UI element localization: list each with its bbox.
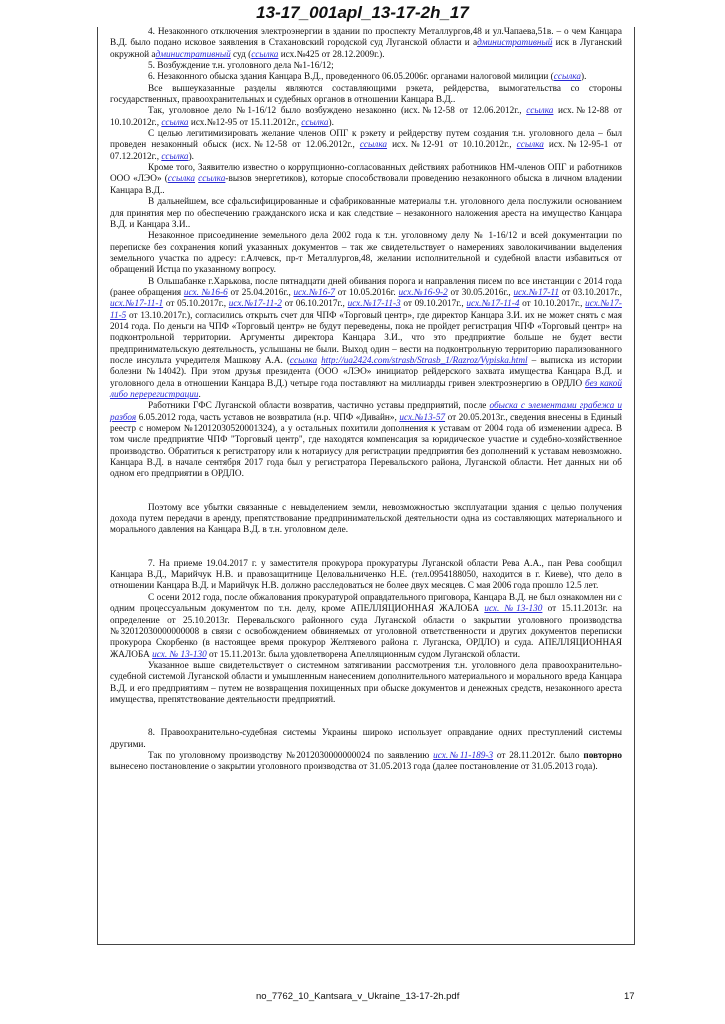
- emphasis-text: повторно: [583, 750, 622, 761]
- reference-link[interactable]: исх.№16-9-2: [398, 287, 448, 298]
- reference-link[interactable]: исх.№17-11-1: [110, 299, 164, 310]
- reference-link[interactable]: обыска с элементами грабежа и разбоя: [110, 401, 622, 423]
- reference-link[interactable]: ссылка: [526, 106, 554, 117]
- footer-filename: no_7762_10_Kantsara_v_Ukraine_13-17-2h.pdf: [256, 991, 460, 1002]
- reference-link[interactable]: ссылка: [198, 174, 226, 185]
- paragraph: Поэтому все убытки связанные с невыделением земли, невозможностью эксплуатации здания с целью получения дохода путем передачи в аренду, препятствование предпринимательской деятельности одна из составляющих материального и морального давления на Канцара В.Д. в т.н. уголовном деле.: [110, 502, 622, 536]
- paragraph: С целью легитимизировать желание членов ОПГ к рэкету и рейдерству путем создания т.н. уголовного дела – был проведен незаконный обыск (исх.№12-58 от 12.06.2012г., ссылка исх.№12-91 от 10.10.2012г., ссылка исх.№12-95-1 от 07.12.2012г., ссылка).: [110, 129, 623, 162]
- reference-link[interactable]: исх. №13-130: [484, 604, 543, 615]
- document-link[interactable]: дминистративный: [477, 38, 553, 49]
- reference-link[interactable]: ссылка: [161, 151, 189, 162]
- page-number: 17: [624, 991, 635, 1002]
- paragraph-item-7: 7. На приеме 19.04.2017 г. у заместителя прокурора прокуратуры Луганской области Рева А.А., пан Рева сообщил Канцара В.Д., Марийчук Н.В. и правозащитнице Целовальниченко Н.Е. (тел.0954188050, находится в г. Киеве), что дело в отношении Канцара В.Д. и Марийчук Н.В. должно расследоваться не более двух месяцев. С мая 2006 года прошло 12.5 лет.: [110, 558, 622, 592]
- reference-link[interactable]: ссылка: [167, 174, 196, 185]
- paragraph: С осени 2012 года, после обжалования прокуратурой оправдательного приговора, Канцара В.Д. не был ознакомлен ни с одним процессуальным документом по т.н. делу, кроме АПЕЛЛЯЦИОННАЯ ЖАЛОБА исх. №13-130 от 15.11.2013г. на определение от 25.10.2013г. Перевальского районного суда Луганской области о закрытии уголовного производства №32012030000000008 в связи с освобождением обвиняемых от уголовной ответственности и других документов переписки прокурора Скорбенко (в настоящее время прокурор Желтяевого района г. Луганска, ОРДЛО) и суда. АПЕЛЛЯЦИОННАЯ ЖАЛОБА исх. № 13-130 от 15.11.2013г. была удовлетворена Апелляционным судом Луганской области.: [110, 592, 622, 660]
- reference-link[interactable]: ссылка: [251, 49, 279, 60]
- reference-link[interactable]: ссылка: [289, 355, 318, 366]
- paragraph: Кроме того, Заявителю известно о коррупционно-согласованных действиях работников НМ-членов ОПГ и работников ООО «ЛЭО» (ссылка ссылка-вызов энергетиков), которые способствовали проведению незаконного обыска в личном владении Канцара В.Д..: [110, 163, 622, 196]
- reference-link[interactable]: ссылка: [553, 72, 581, 83]
- reference-link[interactable]: исх.№17-11-4: [466, 299, 520, 310]
- paragraph: В дальнейшем, все сфальсифицированные и сфабрикованные материалы т.н. уголовного дела послужили основанием для принятия мер по обеспечению гражданского иска и как следствие – незаконного наложения ареста на имущество Канцара В.Д. и Канцара З.И..: [110, 197, 622, 230]
- paragraph-item-5: 5. Возбуждение т.н. уголовного дела №1-16/12;: [148, 61, 334, 72]
- url-link[interactable]: http://ua2424.com/strasb/Strasb_1/Razroz/Vypiska.html: [321, 355, 528, 366]
- paragraph-item-4: 4. Незаконного отключения электроэнергии в здании по проспекту Металлургов,48 и ул.Чапаева,51в. – о чем Канцара В.Д. было подано исковое заявления в Стахановский городской суд Луганской области и административный иск в Луганский окружной административный суд (ссылка исх.№425 от 28.12.2009г.).: [110, 27, 623, 60]
- paragraph: В Ольшабанке г.Харькова, после пятнадцати дней обивания порога и направления писем по все инстанции с 2014 года (ранее обращения исх. №16-6 от 25.04.2016г., исх.№16-7 от 10.05.2016г. исх.№16-9-2 от 30.05.2016г., исх.№17-11 от 03.10.2017г., исх.№17-11-1 от 05.10.2017г., исх.№17-11-2 от 06.10.2017г., исх.№17-11-3 от 09.10.2017г., исх.№17-11-4 от 10.10.2017г., исх.№17-11-5 от 13.10.2017г.), согласились открыть счет для ЧПФ «Торговый центр», где директор Канцара З.И. их не может снять с мая 2014 года. По деньги на ЧПФ «Торговый центр» не будут переведены, пока не пройдет регистрация ЧПФ «Торговый центр» на подконтрольной территории. Аргументы директора Канцара З.И., что это предприятие больше не будет вести предпринимательскую деятельность, услышаны не были. Выход один – вести на подконтрольную территорию парализованного после инсульта учредителя Машкову А.А. (ссылка http://ua2424.com/strasb/Strasb_1/Razroz/Vypiska.html – выписка из истории болезни №14042). При этом друзья президента (ООО «ЛЭО» инициатор рейдерского захвата имущества Канцара В.Д. и уголовного дела в отношении Канцара В.Д.) четыре года поставляют на миллиарды гривен электроэнергию в ОРДЛО без какой либо перерегистрации.: [110, 276, 623, 400]
- reference-link[interactable]: исх.№16-7: [293, 287, 336, 298]
- paragraph: Указанное выше свидетельствует о системном затягивании рассмотрения т.н. уголовного дела правоохранительно-судебной системой Луганской области и умышленным нанесением дополнительного материального и морального вреда Канцара В.Д. и его предприятиям – путем не возвращения похищенных при обыске документов и денежных средств, незаконного ареста имущества, препятствование деятельности предприятий.: [110, 660, 622, 705]
- reference-link[interactable]: ссылка: [359, 140, 388, 151]
- reference-link[interactable]: исх.№17-11-3: [347, 299, 401, 310]
- document-page: [97, 27, 635, 945]
- document-link[interactable]: дминистративный: [155, 49, 231, 60]
- reference-link[interactable]: исх.№17-11: [513, 287, 559, 298]
- paragraph: Все вышеуказанные разделы являются составляющими рэкета, рейдерства, вымогательства со стороны государственных, правоохранительных и судебных органов в отношении Канцара В.Д..: [110, 83, 622, 106]
- reference-link[interactable]: без какой либо перерегистрации: [110, 378, 622, 400]
- reference-link[interactable]: исх. №16-6: [183, 287, 228, 298]
- paragraph-item-8: 8. Правоохранительно-судебная системы Украины широко использует оправдание одних преступлений системы другими.: [110, 728, 622, 750]
- reference-link[interactable]: ссылка: [161, 117, 189, 128]
- reference-link[interactable]: исх. № 13-130: [152, 649, 207, 660]
- paragraph-item-6: 6. Незаконного обыска здания Канцара В.Д., проведенного 06.05.2006г. органами налоговой милиции (ссылка).: [148, 72, 587, 83]
- reference-link[interactable]: исх.№17-11-2: [228, 299, 282, 310]
- paragraph: Так по уголовному производству №2012030000000024 по заявлению исх.№11-189-3 от 28.11.2012г. было повторно вынесено постановление о закрытии уголовного производства от 31.05.2013 года (далее постановление от 31.05.2013 года).: [110, 750, 622, 773]
- reference-link[interactable]: исх.№11-189-3: [433, 750, 494, 761]
- document-header-title: 13-17_001apl_13-17-2h_17: [256, 3, 469, 22]
- reference-link[interactable]: ссылка: [301, 117, 329, 128]
- reference-link[interactable]: исх.№13-57: [399, 412, 446, 423]
- reference-link[interactable]: ссылка: [516, 140, 544, 151]
- paragraph: Так, уголовное дело №1-16/12 было возбуждено незаконно (исх.№12-58 от 12.06.2012г., ссылка исх.№12-88 от 10.10.2012г., ссылка исх.№12-95 от 15.11.2012г., ссылка).: [110, 106, 622, 128]
- paragraph: Работники ГФС Луганской области возвратив, частично уставы предприятий, после обыска с элементами грабежа и разбоя 6.05.2012 года, часть уставов не возвратила (н.р. ЧПФ «Дивайн», исх.№13-57 от 20.05.2013г., сведения внесены в Единый реестр с номером №12012030520001324), а у остальных похитили дополнения к уставам от 2004 года об изменении адреса. В том числе предприятие ЧПФ "Торговый центр", где находятся компенсация за юридическое участие и судебно-хозяйственное производство. Обратиться к регистратору или к нотариусу для регистрации предприятия без дополнений к уставам невозможно. Канцара В.Д. в начале сентября 2017 года был у регистратора Перевальского района, Луганской области. Нет данных ни об одном его предприятии в ОРДЛО.: [110, 401, 622, 480]
- paragraph: Незаконное присоединение земельного дела 2002 года к т.н. уголовному делу № 1-16/12 и всей документации по переписке без сохранения копий указанных документов – так же свидетельствует о намерениях заволокичивании выделения земельного участка по адресу: г.Алчевск, пр-т Металлургов,48, желании исполнительной и судебной власти избавиться от обращений Истца по указанному вопросу.: [110, 231, 622, 276]
- reference-link[interactable]: исх.№17-11-5: [110, 299, 622, 321]
